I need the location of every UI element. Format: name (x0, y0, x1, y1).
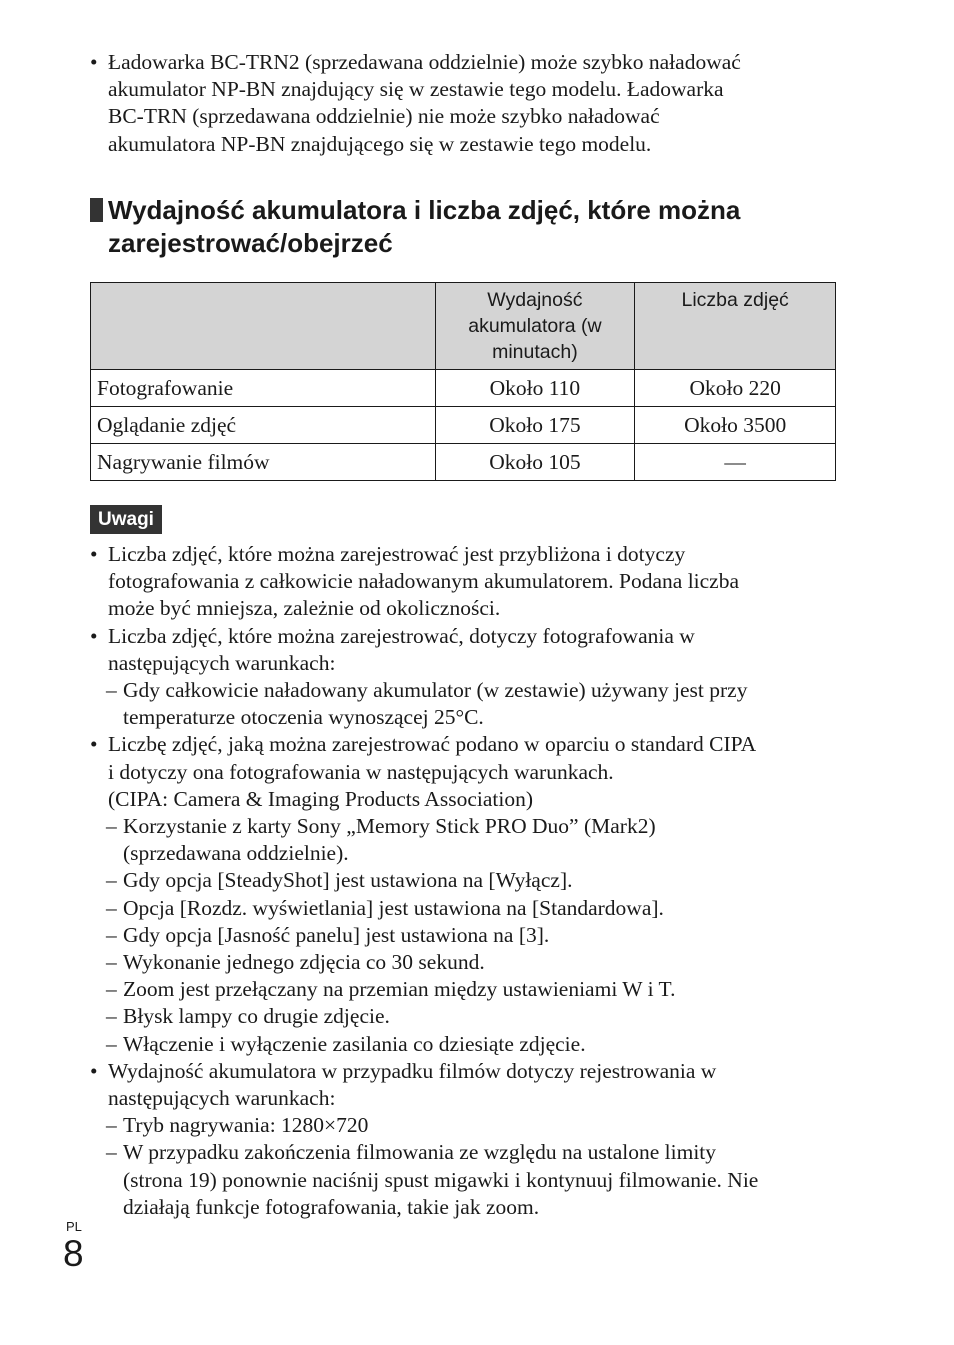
table-row (91, 444, 836, 481)
text-line: Gdy całkowicie naładowany akumulator (w zestawie) używany jest przy (123, 678, 748, 703)
intro-note (90, 49, 850, 158)
text-line: akumulatora NP-BN znajdującego się w zestawie tego modelu. (108, 131, 652, 156)
table-row (91, 370, 836, 407)
note-dash-item (90, 1112, 850, 1139)
intro-bullet-item (90, 49, 850, 158)
text-line: fotografowania z całkowicie naładowanym akumulatorem. Podana liczba (108, 569, 740, 594)
note-dash-item (90, 1003, 850, 1030)
dash-mark: – (106, 1140, 117, 1165)
page-number: 8 (63, 1233, 84, 1274)
table-header-row (91, 283, 836, 370)
text-line: (sprzedawana oddzielnie). (123, 841, 349, 866)
note-dash-item (90, 1139, 850, 1221)
text-line: Wydajność akumulatora w przypadku filmów dotyczy rejestrowania w (108, 1058, 717, 1083)
page-language: PL (66, 1219, 82, 1234)
note-dash-item (90, 677, 850, 731)
bullet-mark: • (90, 542, 98, 566)
text-line: W przypadku zakończenia filmowania ze względu na ustalone limity (123, 1140, 717, 1165)
text-line: akumulator NP-BN znajdujący się w zestawie tego modelu. Ładowarka (108, 77, 724, 102)
text-line: Błysk lampy co drugie zdjęcie. (123, 1004, 390, 1029)
text-line: następujących warunkach: (108, 1086, 336, 1111)
text-line: Opcja [Rozdz. wyświetlania] jest ustawiona na [Standardowa]. (123, 895, 664, 920)
table-header-cell (91, 283, 436, 370)
text-line: (CIPA: Camera & Imaging Products Association) (108, 786, 533, 811)
table-cell: Około 105 (435, 444, 635, 481)
table-cell: Nagrywanie filmów (91, 444, 436, 481)
notes-list (90, 541, 850, 1221)
note-dash-item (90, 813, 850, 867)
text-line: Włączenie i wyłączenie zasilania co dziesiąte zdjęcie. (123, 1031, 586, 1056)
dash-mark: – (106, 1004, 117, 1029)
dash-mark: – (106, 1031, 117, 1056)
note-dash-item (90, 1031, 850, 1058)
text-line: Wykonanie jednego zdjęcia co 30 sekund. (123, 950, 485, 975)
dash-mark: – (106, 678, 117, 703)
dash-mark: – (106, 895, 117, 920)
table-header-cell: Wydajność akumulatora (w minutach) (435, 283, 635, 370)
text-line: Gdy opcja [SteadyShot] jest ustawiona na [Wyłącz]. (123, 868, 573, 893)
text-line: temperaturze otoczenia wynoszącej 25°C. (123, 705, 484, 730)
heading-line: Wydajność akumulatora i liczba zdjęć, które można (108, 195, 741, 225)
bullet-mark: • (90, 732, 98, 757)
note-bullet-item (90, 541, 850, 623)
text-line: następujących warunkach: (108, 650, 336, 675)
text-line: (strona 19) ponownie naciśnij spust migawki i kontynuuj filmowanie. Nie (123, 1167, 759, 1192)
bullet-mark: • (90, 50, 98, 74)
dash-mark: – (106, 1113, 117, 1138)
note-dash-item (90, 976, 850, 1003)
section-heading (90, 194, 850, 260)
dash-mark: – (106, 977, 117, 1002)
table-cell: — (635, 444, 836, 481)
text-line: Liczba zdjęć, które można zarejestrować, dotyczy fotografowania w (108, 623, 695, 648)
note-dash-item (90, 867, 850, 894)
text-line: Korzystanie z karty Sony „Memory Stick PRO Duo” (Mark2) (123, 814, 656, 839)
text-line: Ładowarka BC-TRN2 (sprzedawana oddzielnie) może szybko naładować (108, 50, 741, 74)
text-line: Zoom jest przełączany na przemian między ustawieniami W i T. (123, 977, 676, 1002)
heading-square-icon (90, 198, 103, 222)
table-cell: Fotografowanie (91, 370, 436, 407)
text-line: Liczba zdjęć, które można zarejestrować jest przybliżona i dotyczy (108, 542, 686, 566)
note-bullet-item (90, 731, 850, 813)
note-dash-item (90, 895, 850, 922)
text-line: może być mniejsza, zależnie od okoliczności. (108, 596, 501, 621)
note-dash-item (90, 922, 850, 949)
text-line: BC-TRN (sprzedawana oddzielnie) nie może szybko naładować (108, 104, 660, 129)
table-cell: Około 175 (435, 407, 635, 444)
heading-line: zarejestrować/obejrzeć (108, 228, 393, 258)
table-cell: Oglądanie zdjęć (91, 407, 436, 444)
text-line: Liczbę zdjęć, jaką można zarejestrować podano w oparciu o standard CIPA (108, 732, 757, 757)
text-line: i dotyczy ona fotografowania w następujących warunkach. (108, 759, 614, 784)
notes-label: Uwagi (90, 505, 162, 534)
table-cell: Około 220 (635, 370, 836, 407)
bullet-mark: • (90, 623, 98, 648)
note-dash-item (90, 949, 850, 976)
text-line: Gdy opcja [Jasność panelu] jest ustawiona na [3]. (123, 922, 550, 947)
dash-mark: – (106, 922, 117, 947)
table-header-cell: Liczba zdjęć (635, 283, 836, 370)
note-bullet-item (90, 1058, 850, 1112)
bullet-mark: • (90, 1058, 98, 1083)
dash-mark: – (106, 868, 117, 893)
table-row (91, 407, 836, 444)
text-line: Tryb nagrywania: 1280×720 (123, 1113, 369, 1138)
table-cell: Około 110 (435, 370, 635, 407)
note-bullet-item (90, 623, 850, 677)
text-line: działają funkcje fotografowania, takie jak zoom. (123, 1194, 540, 1219)
table-cell: Około 3500 (635, 407, 836, 444)
dash-mark: – (106, 814, 117, 839)
battery-table (90, 282, 836, 481)
dash-mark: – (106, 950, 117, 975)
